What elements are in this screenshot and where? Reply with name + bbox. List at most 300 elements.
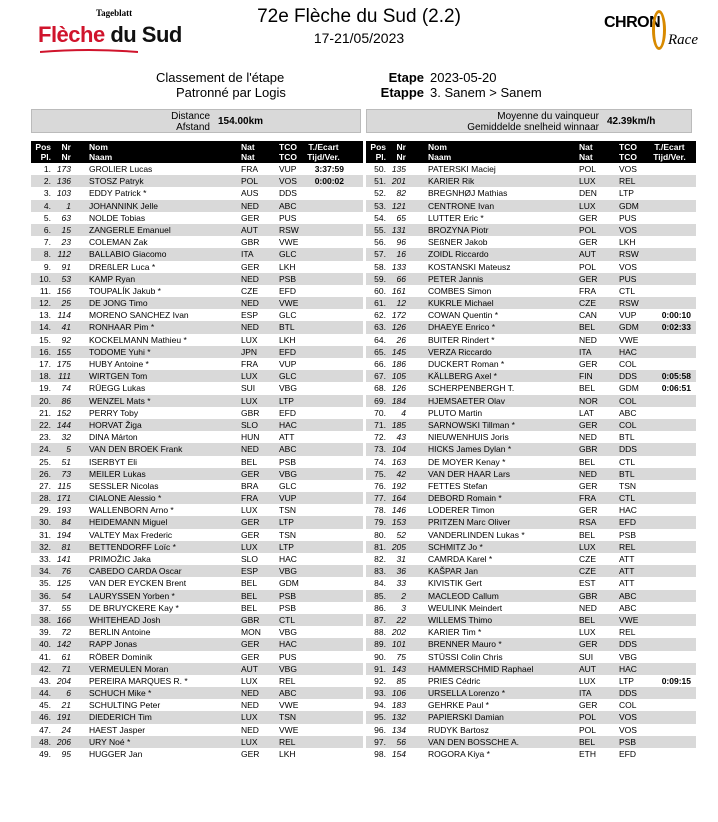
rider-name-cell: URSELLA Lorenzo * <box>428 688 506 699</box>
nationality-cell: FRA <box>241 164 258 174</box>
team-code-cell: VUP <box>279 164 297 174</box>
time-cell: 0:02:33 <box>661 322 691 333</box>
rider-name-cell: TODOME Yuhi * <box>89 346 151 357</box>
bib-cell: 36 <box>396 566 406 577</box>
bib-cell: 65 <box>396 212 406 223</box>
bib-cell: 145 <box>391 346 406 357</box>
team-code-cell: VOS <box>619 712 637 723</box>
bib-cell: 206 <box>56 736 71 747</box>
team-code-cell: VUP <box>279 493 297 504</box>
team-code-cell: TSN <box>279 712 296 723</box>
team-code-cell: HAC <box>279 554 297 564</box>
team-code-cell: GLC <box>279 249 297 260</box>
table-row <box>366 175 696 187</box>
rank-cell: 76. <box>374 480 386 491</box>
header-nat: Nat Nat <box>579 142 593 162</box>
bib-cell: 121 <box>391 200 406 211</box>
rank-cell: 59. <box>374 273 386 284</box>
table-row <box>31 163 363 175</box>
table-row <box>366 602 696 614</box>
rider-name-cell: BREGNHØJ Mathias <box>428 188 508 199</box>
team-code-cell: LTP <box>619 675 634 686</box>
rank-cell: 28. <box>39 493 51 504</box>
nationality-cell: POL <box>579 224 597 235</box>
nationality-cell: NED <box>579 432 597 443</box>
nationality-cell: GER <box>579 480 598 491</box>
nationality-cell: BEL <box>579 322 596 333</box>
tageblatt-label: Tageblatt <box>96 8 133 18</box>
rank-cell: 17. <box>39 359 51 369</box>
table-row <box>31 200 363 212</box>
rank-cell: 93. <box>374 688 386 699</box>
nationality-cell: BEL <box>579 383 596 394</box>
nationality-cell: FIN <box>579 371 593 382</box>
nationality-cell: GER <box>579 419 598 430</box>
table-row <box>366 492 696 504</box>
table-row <box>366 638 696 650</box>
rider-name-cell: NIEUWENHUIS Joris <box>428 432 509 443</box>
bib-cell: 186 <box>391 359 406 369</box>
nationality-cell: BEL <box>241 456 258 467</box>
results-table-left <box>31 141 363 760</box>
table-row <box>366 565 696 577</box>
nationality-cell: NED <box>579 468 597 479</box>
nationality-cell: AUT <box>241 663 258 674</box>
nationality-cell: POL <box>579 712 597 723</box>
team-code-cell: REL <box>279 736 296 747</box>
nationality-cell: JPN <box>241 346 258 357</box>
nationality-cell: ESP <box>241 566 259 577</box>
team-code-cell: GLC <box>279 310 297 321</box>
bib-cell: 96 <box>396 237 406 248</box>
table-row <box>31 529 363 541</box>
bib-cell: 61 <box>61 651 71 662</box>
nationality-cell: LUX <box>579 200 596 211</box>
header-nat: Nat Nat <box>241 142 255 162</box>
header-tco: TCO TCO <box>279 142 297 162</box>
rider-name-cell: WEULINK Meindert <box>428 602 503 613</box>
bib-cell: 201 <box>391 176 406 187</box>
rider-name-cell: KOCKELMANN Mathieu * <box>89 334 187 345</box>
team-code-cell: VBG <box>279 468 297 479</box>
rider-name-cell: KAŠPAR Jan <box>428 566 478 577</box>
rider-name-cell: HORVAT Žiga <box>89 419 142 430</box>
team-code-cell: LTP <box>279 517 294 528</box>
table-row <box>366 687 696 699</box>
nationality-cell: NED <box>579 602 597 613</box>
team-code-cell: CTL <box>619 493 636 504</box>
rank-cell: 89. <box>374 639 386 650</box>
rider-name-cell: MEILER Lukas <box>89 468 146 479</box>
rank-cell: 27. <box>39 480 51 491</box>
nationality-cell: AUS <box>241 188 259 199</box>
bib-cell: 41 <box>61 322 71 333</box>
rider-name-cell: ZOIDL Riccardo <box>428 249 489 260</box>
bib-cell: 104 <box>391 444 406 455</box>
nationality-cell: CZE <box>579 298 596 309</box>
table-row <box>366 297 696 309</box>
bib-cell: 16 <box>396 249 406 260</box>
rider-name-cell: DREßLER Luca * <box>89 261 156 272</box>
nationality-cell: BEL <box>241 578 258 589</box>
team-code-cell: CTL <box>279 614 296 625</box>
rank-cell: 79. <box>374 517 386 528</box>
bib-cell: 115 <box>57 480 71 491</box>
rider-name-cell: COMBES Simon <box>428 285 492 296</box>
bib-cell: 183 <box>391 700 406 711</box>
rank-cell: 61. <box>374 298 386 309</box>
bib-cell: 53 <box>61 273 71 284</box>
rank-cell: 32. <box>39 541 51 552</box>
team-code-cell: HAC <box>619 663 637 674</box>
team-code-cell: REL <box>619 627 636 638</box>
rank-cell: 34. <box>39 566 51 577</box>
table-row <box>366 273 696 285</box>
nationality-cell: GER <box>579 700 598 711</box>
bib-cell: 171 <box>56 493 71 504</box>
rank-cell: 47. <box>39 724 51 735</box>
time-cell: 0:06:51 <box>661 383 691 394</box>
bib-cell: 26 <box>396 334 406 345</box>
rank-cell: 58. <box>374 261 386 272</box>
table-row <box>31 736 363 748</box>
rider-name-cell: VAN DER EYCKEN Brent <box>89 578 187 589</box>
table-row <box>366 651 696 663</box>
rider-name-cell: PRITZEN Marc Oliver <box>428 517 511 528</box>
rider-name-cell: JOHANNINK Jelle <box>89 200 158 211</box>
rank-cell: 66. <box>374 359 386 369</box>
table-row <box>31 638 363 650</box>
bib-cell: 54 <box>61 590 71 601</box>
rider-name-cell: CENTRONE Ivan <box>428 200 495 211</box>
rank-cell: 63. <box>374 322 386 333</box>
table-row <box>366 504 696 516</box>
nationality-cell: LUX <box>241 395 258 406</box>
team-code-cell: DDS <box>619 688 637 699</box>
header-pos: Pos Pl. <box>370 142 386 162</box>
nationality-cell: GER <box>241 651 260 662</box>
bib-cell: 125 <box>56 578 71 589</box>
bib-cell: 31 <box>396 554 406 564</box>
team-code-cell: VBG <box>279 627 297 638</box>
table-row <box>31 468 363 480</box>
team-code-cell: HAC <box>279 639 297 650</box>
rider-name-cell: HEIDEMANN Miguel <box>89 517 168 528</box>
table-row <box>31 456 363 468</box>
team-code-cell: VBG <box>279 663 297 674</box>
rank-cell: 71. <box>374 419 386 430</box>
rank-cell: 38. <box>39 614 51 625</box>
table-row <box>366 675 696 687</box>
rank-cell: 16. <box>39 346 51 357</box>
bib-cell: 103 <box>56 188 71 199</box>
rank-cell: 55. <box>374 224 386 235</box>
team-code-cell: VWE <box>279 298 299 309</box>
nationality-cell: FRA <box>579 285 596 296</box>
team-code-cell: DDS <box>619 444 637 455</box>
rider-name-cell: SCHULTING Peter <box>89 700 161 711</box>
table-row <box>31 590 363 602</box>
team-code-cell: PUS <box>279 212 297 223</box>
rider-name-cell: CAMRDA Karel * <box>428 554 493 564</box>
nationality-cell: LUX <box>241 371 258 382</box>
rank-cell: 92. <box>374 675 386 686</box>
table-row <box>366 711 696 723</box>
rank-cell: 82. <box>374 554 386 564</box>
nationality-cell: GBR <box>241 614 260 625</box>
team-code-cell: ATT <box>619 566 635 577</box>
rider-name-cell: NOLDE Tobias <box>89 212 146 223</box>
team-code-cell: VBG <box>279 566 297 577</box>
table-row <box>366 407 696 419</box>
bib-cell: 172 <box>391 310 406 321</box>
team-code-cell: CTL <box>619 456 636 467</box>
rider-name-cell: SARNOWSKI Tillman * <box>428 419 515 430</box>
stage-date: 2023-05-20 <box>430 70 497 85</box>
bib-cell: 173 <box>56 164 71 174</box>
team-code-cell: ABC <box>279 200 297 211</box>
table-row <box>366 358 696 370</box>
team-code-cell: RSW <box>619 249 639 260</box>
nationality-cell: BEL <box>579 736 596 747</box>
header-name: Nom Naam <box>89 143 113 162</box>
bib-cell: 2 <box>401 590 406 601</box>
rank-cell: 3. <box>43 188 51 199</box>
nationality-cell: ESP <box>241 310 259 321</box>
bib-cell: 135 <box>391 164 406 174</box>
rank-cell: 6. <box>43 224 51 235</box>
rider-name-cell: WIRTGEN Tom <box>89 371 148 382</box>
stage-route: 3. Sanem > Sanem <box>430 85 542 100</box>
team-code-cell: LKH <box>279 749 296 759</box>
bib-cell: 105 <box>391 371 406 382</box>
rank-cell: 57. <box>374 249 386 260</box>
rider-name-cell: BERLIN Antoine <box>89 627 151 638</box>
rider-name-cell: VALTEY Max Frederic <box>89 529 173 540</box>
bib-cell: 144 <box>56 419 71 430</box>
bib-cell: 132 <box>391 712 406 723</box>
rank-cell: 80. <box>374 529 386 540</box>
bib-cell: 143 <box>391 663 406 674</box>
bib-cell: 25 <box>61 298 71 309</box>
nationality-cell: LUX <box>241 675 258 686</box>
nationality-cell: GER <box>579 505 598 516</box>
bib-cell: 42 <box>396 468 406 479</box>
rider-name-cell: SCHMITZ Jo * <box>428 541 483 552</box>
bib-cell: 204 <box>56 675 71 686</box>
team-code-cell: LKH <box>619 237 636 248</box>
table-row <box>31 626 363 638</box>
table-row <box>31 443 363 455</box>
rank-cell: 10. <box>39 273 51 284</box>
etape-label: Etape <box>388 70 424 85</box>
rider-name-cell: PERRY Toby <box>89 407 139 418</box>
bib-cell: 152 <box>56 407 71 418</box>
rider-name-cell: HAEST Jasper <box>89 724 146 735</box>
rider-name-cell: BALLABIO Giacomo <box>89 249 167 260</box>
bib-cell: 114 <box>57 310 71 321</box>
rider-name-cell: SEßNER Jakob <box>428 237 488 248</box>
nationality-cell: CZE <box>241 285 258 296</box>
team-code-cell: EFD <box>279 407 296 418</box>
team-code-cell: ABC <box>619 590 637 601</box>
table-row <box>366 614 696 626</box>
nationality-cell: ITA <box>579 346 592 357</box>
table-row <box>366 395 696 407</box>
bib-cell: 106 <box>391 688 406 699</box>
bib-cell: 95 <box>61 749 71 759</box>
bib-cell: 175 <box>56 359 71 369</box>
table-row <box>31 541 363 553</box>
nationality-cell: RSA <box>579 517 597 528</box>
rank-cell: 33. <box>39 554 51 564</box>
rider-name-cell: DHAEYE Enrico * <box>428 322 496 333</box>
header-time: T./Ecart Tijd/Ver. <box>653 142 686 162</box>
rank-cell: 53. <box>374 200 386 211</box>
nationality-cell: NED <box>241 298 259 309</box>
nationality-cell: HUN <box>241 432 260 443</box>
rider-name-cell: KIVISTIK Gert <box>428 578 482 589</box>
time-cell: 3:37:59 <box>314 164 344 174</box>
rank-cell: 87. <box>374 614 386 625</box>
rider-name-cell: DE BRUYCKERE Kay * <box>89 602 179 613</box>
table-row <box>31 602 363 614</box>
rank-cell: 15. <box>39 334 51 345</box>
rank-cell: 40. <box>39 639 51 650</box>
classement-title: Classement de l'étape <box>156 70 285 85</box>
table-row <box>31 321 363 333</box>
table-row <box>366 516 696 528</box>
table-row <box>31 407 363 419</box>
table-row <box>31 431 363 443</box>
nationality-cell: GER <box>579 273 598 284</box>
bib-cell: 52 <box>396 529 406 540</box>
results-table-right <box>366 141 696 760</box>
table-row <box>31 724 363 736</box>
rank-cell: 18. <box>39 371 51 382</box>
team-code-cell: VUP <box>279 359 297 369</box>
nationality-cell: GER <box>579 212 598 223</box>
team-code-cell: VWE <box>619 614 639 625</box>
rank-cell: 73. <box>374 444 386 455</box>
rider-name-cell: VERZA Riccardo <box>428 346 492 357</box>
table-row <box>366 577 696 589</box>
team-code-cell: REL <box>619 176 636 187</box>
nationality-cell: GER <box>241 212 260 223</box>
rank-cell: 72. <box>374 432 386 443</box>
rider-name-cell: VERMEULEN Moran <box>89 663 169 674</box>
table-row <box>366 419 696 431</box>
rider-name-cell: VAN DEN BOSSCHE A. <box>428 736 520 747</box>
team-code-cell: COL <box>619 359 637 369</box>
rank-cell: 25. <box>39 456 51 467</box>
bib-cell: 74 <box>61 383 71 394</box>
bib-cell: 85 <box>396 675 406 686</box>
team-code-cell: ABC <box>619 407 637 418</box>
table-row <box>31 553 363 565</box>
table-row <box>366 309 696 321</box>
rank-cell: 23. <box>39 432 51 443</box>
bib-cell: 82 <box>396 188 406 199</box>
table-row <box>31 297 363 309</box>
rank-cell: 41. <box>39 651 51 662</box>
rank-cell: 56. <box>374 237 386 248</box>
table-row <box>366 699 696 711</box>
rider-name-cell: LAURYSSEN Yorben * <box>89 590 175 601</box>
rider-name-cell: SCHUCH Mike * <box>89 688 152 699</box>
table-row <box>31 187 363 199</box>
rider-name-cell: CABEDO CARDA Oscar <box>89 566 182 577</box>
table-row <box>31 504 363 516</box>
rider-name-cell: COLEMAN Zak <box>89 237 148 248</box>
team-code-cell: HAC <box>279 419 297 430</box>
table-row <box>366 370 696 382</box>
table-row <box>366 334 696 346</box>
rank-cell: 19. <box>39 383 51 394</box>
nationality-cell: FRA <box>241 359 258 369</box>
rank-cell: 4. <box>43 200 51 211</box>
table-row <box>31 516 363 528</box>
nationality-cell: GER <box>579 237 598 248</box>
rider-name-cell: HUBY Antoine * <box>89 359 149 369</box>
table-row <box>366 541 696 553</box>
rank-cell: 48. <box>39 736 51 747</box>
nationality-cell: NED <box>579 334 597 345</box>
rank-cell: 12. <box>39 298 51 309</box>
table-row <box>366 468 696 480</box>
table-row <box>366 321 696 333</box>
team-code-cell: RSW <box>619 298 639 309</box>
nationality-cell: POL <box>241 176 259 187</box>
bib-cell: 32 <box>61 432 71 443</box>
rider-name-cell: VAN DER HAAR Lars <box>428 468 511 479</box>
bib-cell: 153 <box>391 517 406 528</box>
team-code-cell: EFD <box>279 285 296 296</box>
bib-cell: 126 <box>391 322 406 333</box>
rider-name-cell: WHITEHEAD Josh <box>89 614 161 625</box>
rider-name-cell: CIALONE Alessio * <box>89 493 162 504</box>
rider-name-cell: DE JONG Timo <box>89 298 148 309</box>
rider-name-cell: DEBORD Romain * <box>428 493 502 504</box>
bib-cell: 91 <box>61 261 71 272</box>
team-code-cell: VWE <box>279 724 299 735</box>
team-code-cell: PUS <box>619 273 637 284</box>
table-row <box>31 663 363 675</box>
time-cell: 0:05:58 <box>661 371 691 382</box>
nationality-cell: ETH <box>579 749 596 759</box>
nationality-cell: NED <box>241 724 259 735</box>
team-code-cell: VWE <box>279 237 299 248</box>
bib-cell: 51 <box>61 456 71 467</box>
table-row <box>31 395 363 407</box>
bib-cell: 73 <box>61 468 71 479</box>
rider-name-cell: SCHERPENBERGH T. <box>428 383 515 394</box>
table-row <box>31 334 363 346</box>
team-code-cell: ATT <box>279 432 295 443</box>
nationality-cell: ITA <box>579 688 592 699</box>
rider-name-cell: STOSZ Patryk <box>89 176 144 187</box>
rider-name-cell: DIEDERICH Tim <box>89 712 152 723</box>
rider-name-cell: GEHRKE Paul * <box>428 700 489 711</box>
nationality-cell: SUI <box>241 383 256 394</box>
table-row <box>366 553 696 565</box>
rank-cell: 42. <box>39 663 51 674</box>
rider-name-cell: ROGORA Kiya * <box>428 749 490 759</box>
bib-cell: 155 <box>56 346 71 357</box>
table-row <box>31 748 363 760</box>
table-row <box>366 248 696 260</box>
nationality-cell: GBR <box>241 407 260 418</box>
